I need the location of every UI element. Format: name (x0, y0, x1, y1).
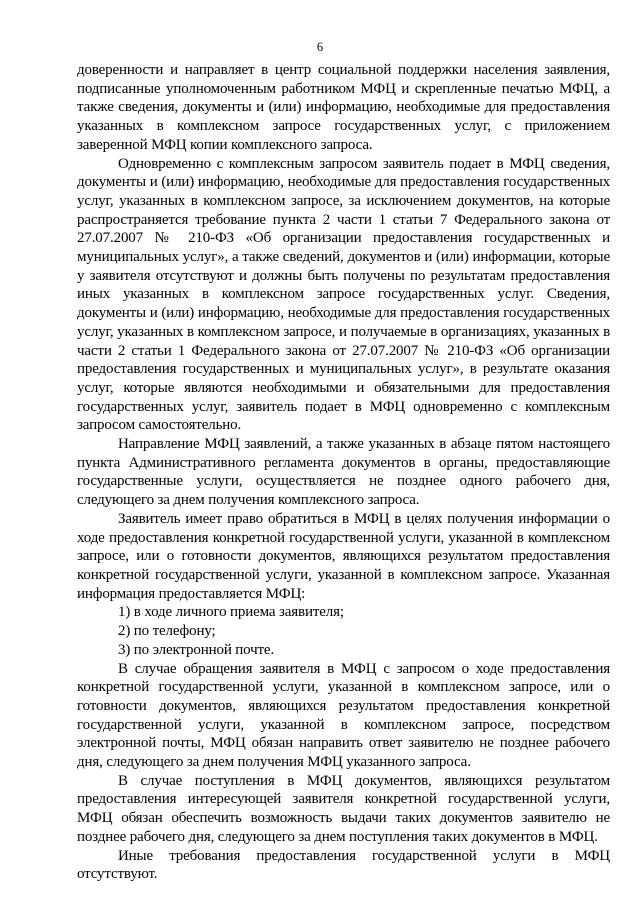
page-number: 6 (316, 40, 324, 54)
list-item-personal-visit: 1) в ходе личного приема заявителя; (118, 604, 344, 621)
paragraph-document-issuance: В случае поступления в МФЦ документов, являющихся результатом предоставления интересующей заявителя конкретной государственной услуги, МФЦ обязан обеспечить возможность выдачи таких документов заявителю не позднее рабочего дня, следующего за днем поступления таких документов в МФЦ. (77, 772, 610, 845)
paragraph-simultaneous-submission: Одновременно с комплексным запросом заявитель подает в МФЦ сведения, документы и (или) информацию, необходимые для предоставления государственных услуг, указанных в комплексном запросе, за исключением документов, на которые распространяется требование пункта 2 части 1 статьи 7 Федерального закона от 27.07.2007 № 210-ФЗ «Об организации предоставления государственных и муниципальных услуг», а также сведений, документов и (или) информации, которые у заявителя отсутствуют и должны быть получены по результатам предоставления иных указанных в комплексном запросе государственных услуг. Сведения, документы и (или) информацию, необходимые для предоставления государственных услуг, указанных в комплексном запросе, и получаемые в организациях, указанных в части 2 статьи 1 Федерального закона от 27.07.2007 № 210-ФЗ «Об организации предоставления государственных и муниципальных услуг», в результате оказания услуг, которые являются необходимыми и обязательными для предоставления государственных услуг, заявитель подает в МФЦ одновременно с комплексным запросом самостоятельно. (77, 155, 610, 434)
paragraph-forwarding-applications: Направление МФЦ заявлений, а также указанных в абзаце пятом настоящего пункта Административного регламента документов в органы, предоставляющие государственные услуги, осуществляется не позднее одного рабочего дня, следующего за днем получения комплексного запроса. (77, 436, 610, 509)
paragraph-right-to-request-info: Заявитель имеет право обратиться в МФЦ в целях получения информации о ходе предоставления конкретной государственной услуги, указанной в комплексном запросе, или о готовности документов, являющихся результатом предоставления конкретной государственной услуги, указанной в комплексном запросе. Указанная информация предоставляется МФЦ: (77, 510, 610, 602)
paragraph-other-requirements: Иные требования предоставления государственной услуги в МФЦ отсутствуют. (77, 847, 610, 883)
paragraph-email-response: В случае обращения заявителя в МФЦ с запросом о ходе предоставления конкретной государственной услуги, указанной в комплексном запросе, или о готовности документов, являющихся результатом предоставления конкретной государственной услуги, указанной в комплексном запросе, посредством электронной почты, МФЦ обязан направить ответ заявителю не позднее рабочего дня, следующего за днем получения МФЦ указанного запроса. (77, 660, 610, 771)
document-body (77, 61, 610, 884)
list-item-email: 3) по электронной почте. (118, 641, 275, 658)
paragraph-continuation: доверенности и направляет в центр социальной поддержки населения заявления, подписанные уполномоченным работником МФЦ и скрепленные печатью МФЦ, а также сведения, документы и (или) информацию, необходимые для предоставления указанных в комплексном запросе государственных услуг, с приложением заверенной МФЦ копии комплексного запроса. (77, 62, 610, 153)
list-item-phone: 2) по телефону; (118, 623, 216, 640)
